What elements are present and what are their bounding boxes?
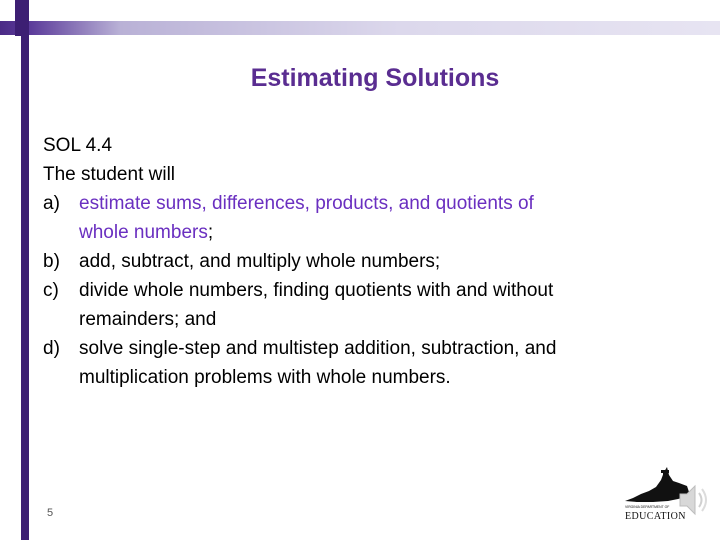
item-d-line-2: multiplication problems with whole numbers. (79, 367, 451, 388)
speaker-body (680, 486, 695, 514)
item-a-line-1: estimate sums, differences, products, and quotients of (79, 193, 534, 214)
item-a-line-2: whole numbers (79, 222, 208, 243)
slide-content (43, 131, 683, 392)
list-marker: b) (43, 251, 60, 272)
torch-flame (661, 470, 669, 473)
logo-large-text: EDUCATION (625, 511, 686, 522)
item-b-line-1: add, subtract, and multiply whole numbers; (79, 251, 441, 272)
item-d-line-1: solve single-step and multistep addition, subtraction, and (79, 338, 557, 359)
page-number: 5 (47, 507, 54, 519)
list-marker: c) (43, 280, 59, 301)
list-item-c (43, 276, 683, 334)
list-item-a (43, 189, 683, 247)
item-c-line-1: divide whole numbers, finding quotients with and without (79, 280, 554, 301)
list-item-b (43, 247, 683, 276)
item-a-tail: ; (207, 222, 214, 243)
logo-small-text: VIRGINIA DEPARTMENT OF (625, 505, 670, 509)
list-marker: d) (43, 338, 60, 359)
list-marker: a) (43, 193, 60, 214)
speaker-icon[interactable] (678, 476, 712, 524)
intro-text: The student will (43, 164, 176, 185)
top-frame-bar (0, 21, 720, 35)
item-c-line-2: remainders; and (79, 309, 217, 330)
sound-wave-1 (699, 493, 702, 507)
slide-title: Estimating Solutions (250, 64, 500, 92)
sol-label: SOL 4.4 (43, 135, 113, 156)
left-frame-bar (21, 0, 29, 540)
sound-wave-2 (702, 489, 706, 511)
list-item-d (43, 334, 683, 392)
torch-handle (663, 473, 666, 486)
